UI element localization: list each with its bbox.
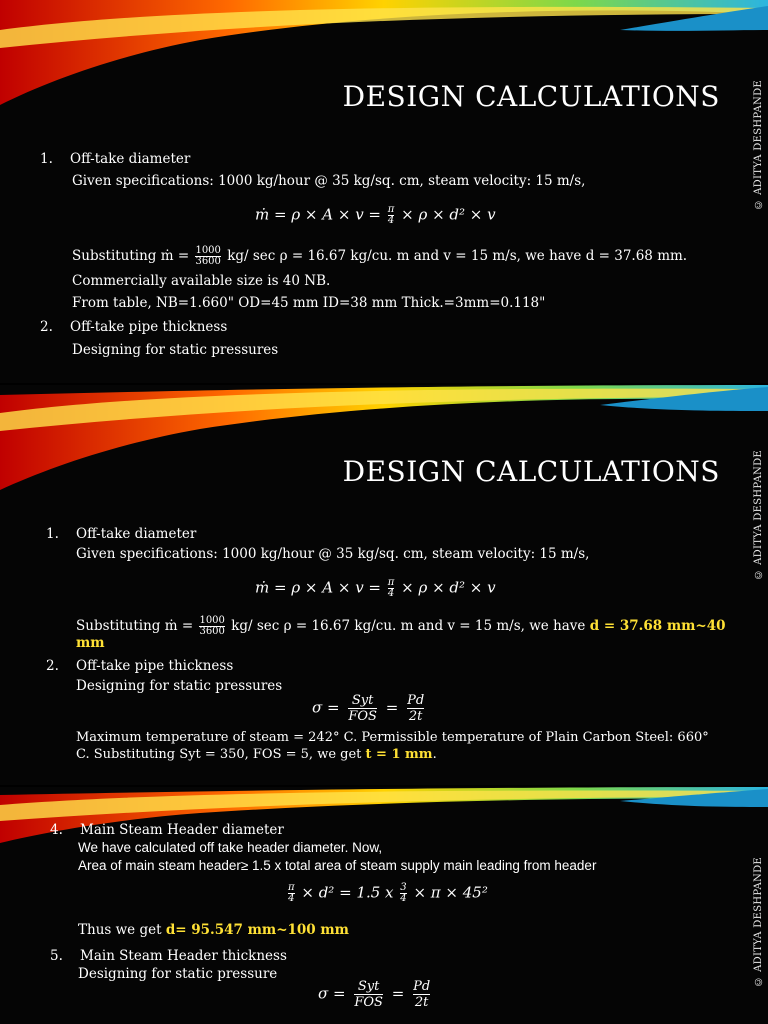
- item-number: 1.: [40, 151, 53, 167]
- static-pressure-note: Designing for static pressures: [72, 342, 279, 358]
- list-item-2: 2. Off-take pipe thickness: [46, 658, 234, 674]
- watermark: © ADITYA DESHPANDE: [753, 80, 764, 210]
- table-values: From table, NB=1.660" OD=45 mm ID=38 mm Thick.=3mm=0.118": [72, 295, 546, 311]
- slide-title: DESIGN CALCULATIONS: [342, 455, 720, 488]
- thickness-result: t = 1 mm: [365, 747, 433, 762]
- list-item-1: [40, 150, 190, 168]
- substitution-line: Substituting ṁ = $\frac{1000}{3600}$ kg/ sec ρ = 16.67 kg/cu. m and v = 15 m/s, we have d = 37.68 mm~40: [76, 615, 726, 637]
- slide-title: DESIGN CALCULATIONS: [342, 80, 720, 113]
- list-item-5: 5. Main Steam Header thickness: [50, 948, 287, 964]
- given-specs: Given specifications: 1000 kg/hour @ 35 kg/sq. cm, steam velocity: 15 m/s,: [76, 546, 590, 562]
- list-item-2: 2. Off-take pipe thickness: [40, 319, 228, 335]
- header-diameter-line: Thus we get d= 95.547 mm~100 mm: [78, 922, 349, 938]
- item-heading: Off-take diameter: [70, 151, 191, 167]
- header-area-equation: $\frac{\pi}{4}$ × d² = 1.5 x $\frac{3}{4}$ × π × 45²: [288, 882, 488, 904]
- list-item-4: 4. Main Steam Header diameter: [50, 822, 284, 838]
- static-pressure-note: Designing for static pressure: [78, 966, 278, 982]
- static-pressure-note: Designing for static pressures: [76, 678, 283, 694]
- slide-1: [0, 0, 768, 383]
- watermark: © ADITYA DESHPANDE: [753, 857, 764, 987]
- temperature-line-1: Maximum temperature of steam = 242° C. Permissible temperature of Plain Carbon Steel: 660°: [76, 730, 709, 745]
- slide-2: [0, 385, 768, 785]
- diameter-result: d = 37.68 mm~40: [589, 618, 726, 634]
- given-specs: Given specifications: 1000 kg/hour @ 35 kg/sq. cm, steam velocity: 15 m/s,: [72, 173, 586, 189]
- pi-over-4: $\frac{\pi}{4}$: [387, 204, 395, 226]
- substitution-line: Substituting ṁ = $\frac{1000}{3600}$ kg/ sec ρ = 16.67 kg/cu. m and v = 15 m/s, we have d = 37.68 mm.: [72, 245, 688, 267]
- stress-equation: σ = Syt FOS = $\frac{Pd}{2t}$: [312, 693, 425, 724]
- commercial-size: Commercially available size is 40 NB.: [72, 273, 331, 289]
- eq-lhs: ṁ = ρ × A × v =: [255, 205, 381, 224]
- mass-flow-equation: ṁ = ρ × A × v = $\frac{\pi}{4}$ × ρ × d² × v: [255, 577, 496, 599]
- temperature-line-2: C. Substituting Syt = 350, FOS = 5, we get t = 1 mm.: [76, 747, 437, 762]
- stress-equation: σ = Syt FOS = $\frac{Pd}{2t}$: [318, 979, 431, 1010]
- watermark: © ADITYA DESHPANDE: [753, 450, 764, 580]
- list-item-1: 1. Off-take diameter: [46, 526, 197, 542]
- slide-3: [0, 787, 768, 1024]
- mass-flow-equation: [255, 205, 496, 226]
- diameter-result-unit: mm: [76, 635, 105, 651]
- header-area-rule: Area of main steam header≥ 1.5 x total area of steam supply main leading from header: [78, 858, 597, 873]
- header-intro: We have calculated off take header diameter. Now,: [78, 840, 383, 855]
- header-diameter-result: d= 95.547 mm~100 mm: [165, 922, 349, 938]
- eq-rhs: × ρ × d² × v: [401, 205, 496, 224]
